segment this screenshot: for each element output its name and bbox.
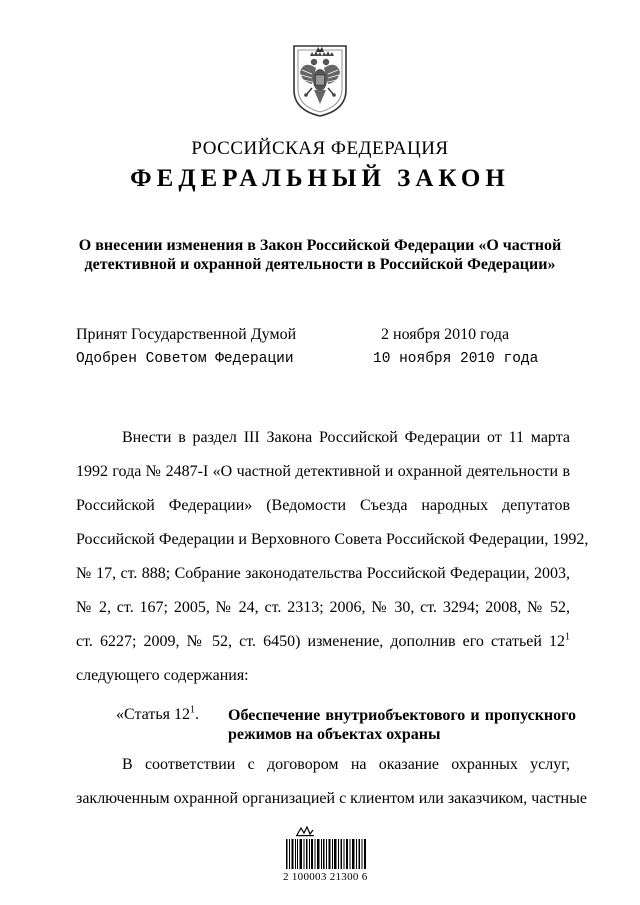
body-line: Российской Федерации и Верховного Совета Российской Федерации, 1992,	[76, 531, 589, 548]
coat-of-arms-emblem	[290, 42, 350, 118]
body-line: 1992 года № 2487-I «О частной детективной и охранной деятельности в	[76, 463, 570, 480]
council-approval-date: 10 ноября 2010 года	[373, 351, 539, 367]
article-line: В соответствии с договором на оказание охранных услуг,	[122, 756, 570, 773]
barcode-icon	[286, 839, 366, 869]
printer-mark-icon	[295, 825, 315, 837]
body-line	[76, 625, 570, 659]
law-title-line-1: О внесении изменения в Закон Российской Федерации «О частной	[78, 237, 562, 254]
country-name: РОССИЙСКАЯ ФЕДЕРАЦИЯ	[191, 138, 449, 159]
duma-adoption-label: Принят Государственной Думой	[76, 326, 297, 343]
superscript: 1	[565, 631, 570, 643]
article-label-sup: 1	[189, 704, 195, 716]
article-label-text: «Статья 12	[116, 706, 190, 723]
article-label-end: .	[194, 706, 199, 723]
article-label	[116, 706, 199, 724]
article-title	[228, 706, 576, 744]
body-line: следующего содержания:	[76, 667, 249, 684]
duma-adoption-date: 2 ноября 2010 года	[381, 326, 510, 343]
article-line: заключенным охранной организацией с клиентом или заказчиком, частные	[76, 790, 587, 807]
body-line: Внести в раздел III Закона Российской Федерации от 11 марта	[122, 429, 570, 446]
barcode-number: 2 100003 21300 6	[283, 871, 368, 883]
law-type-heading: ФЕДЕРАЛЬНЫЙ ЗАКОН	[130, 165, 510, 192]
law-title-line-2: детективной и охранной деятельности в Российской Федерации»	[84, 256, 556, 273]
law-title	[60, 236, 580, 274]
body-line: № 2, ст. 167; 2005, № 24, ст. 2313; 2006, № 30, ст. 3294; 2008, № 52,	[76, 599, 570, 616]
body-line: Российской Федерации» (Ведомости Съезда народных депутатов	[76, 497, 570, 514]
body-line: № 17, ст. 888; Собрание законодательства Российской Федерации, 2003,	[76, 565, 570, 582]
article-title-line-1: Обеспечение внутриобъектового и пропускного	[228, 707, 576, 724]
main-paragraph	[76, 421, 589, 693]
article-paragraph	[76, 748, 587, 816]
body-line-text: ст. 6227; 2009, № 52, ст. 6450) изменение, дополнив его статьей 12	[76, 633, 565, 650]
article-title-line-2: режимов на объектах охраны	[228, 726, 441, 743]
council-approval-label: Одобрен Советом Федерации	[76, 351, 294, 367]
